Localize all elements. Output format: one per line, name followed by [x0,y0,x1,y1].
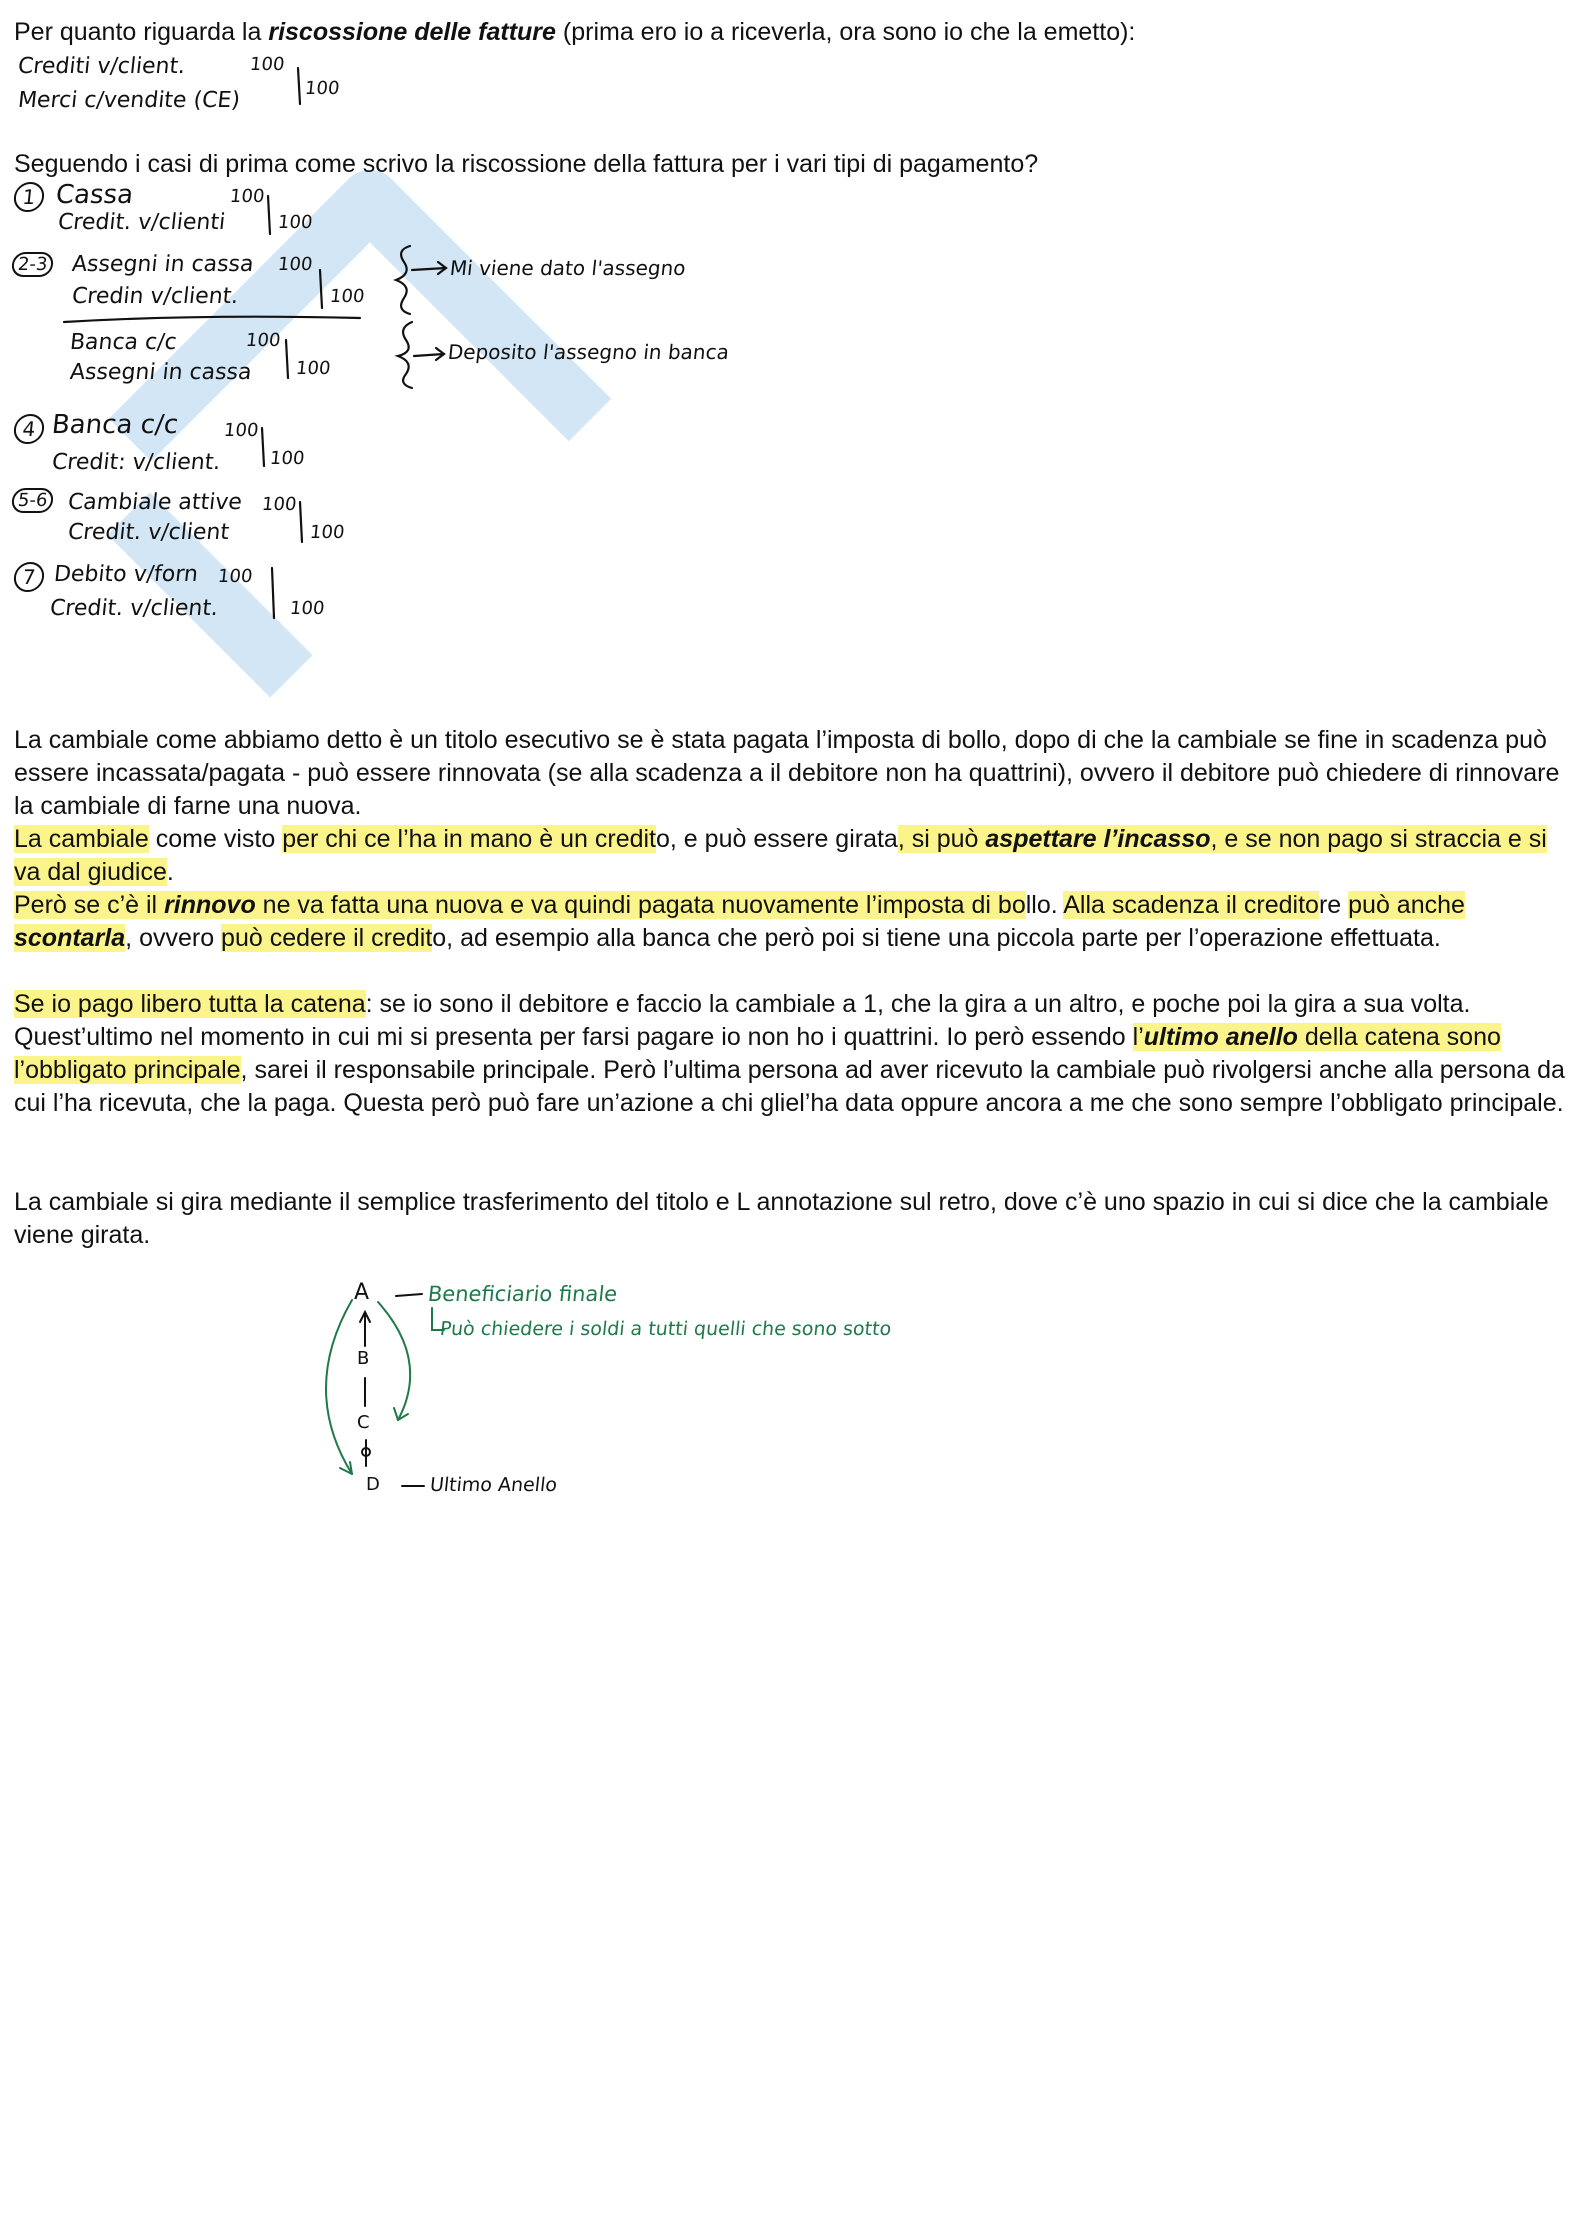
chain-note-beneficiary: Beneficiario finale [426,1282,619,1306]
case-debit: 100 [276,254,314,275]
case-line2: Credin v/client. [70,284,240,309]
case-line1: Cassa [54,180,135,210]
case-debit: 100 [244,330,282,351]
chain-node-a: A [354,1280,370,1305]
paragraph-3: Però se c’è il rinnovo ne va fatta una nuova e va quindi pagata nuovamente l’imposta di bollo. Alla scadenza il creditore può anche scontarla, ovvero può cedere il credito, ad esempio alla banca che però poi si tiene una piccola parte per l’operazione effettuata. [14,891,1465,952]
paragraph-4: Se io pago libero tutta la catena: se io sono il debitore e faccio la cambiale a 1, che la gira a un altro, e poche poi la gira a sua volta. Quest’ultimo nel momento in cui mi si presenta per farsi pagare io non ho i quattrini. Io però essendo l’ultimo anello della catena sono l’obbligato principale, sarei il responsabile principale. Però l’ultima persona ad aver ricevuto la cambiale può rivolgersi anche alla persona da cui l’ha ricevuta, che la paga. Questa però può fare un’azione a chi gliel’ha data oppure ancora a me che sono sempre l’obbligato principale. [14,990,1565,1117]
case-line1: Cambiale attive [66,490,244,515]
entry0-credit: 100 [303,78,341,99]
case-note: Deposito l'assegno in banca [446,340,731,364]
intro-line: Per quanto riguarda la riscossione delle fatture (prima ero io a riceverla, ora sono io che la emetto): [14,18,1136,46]
case-debit: 100 [228,186,266,207]
case-credit: 100 [268,448,306,469]
chain-note-last-ring: Ultimo Anello [428,1474,559,1496]
case-debit: 100 [222,420,260,441]
case-line1: Assegni in cassa [70,252,255,277]
case-credit: 100 [328,286,366,307]
case-number: 4 [12,414,45,444]
case-line2: Credit. v/client [66,520,231,545]
case-debit: 100 [260,494,298,515]
case-credit: 100 [276,212,314,233]
case-line1: Debito v/forn [52,562,200,587]
case-line2: Credit. v/clienti [56,210,227,235]
case-line1: Banca c/c [68,330,179,355]
case-line2: Assegni in cassa [68,360,253,385]
entry0-debit: 100 [248,54,286,75]
case-credit: 100 [288,598,326,619]
case-line2: Credit. v/client. [48,596,220,621]
case-line2: Credit: v/client. [50,450,222,475]
chain-note-can-ask: Può chiedere i soldi a tutti quelli che sono sotto [438,1318,893,1340]
entry0-line2: Merci c/vendite (CE) [16,88,242,113]
paragraph-2: La cambiale come visto per chi ce l’ha in mano è un credito, e può essere girata, si può aspettare l’incasso, e se non pago si straccia e si va dal giudice. [14,825,1547,886]
case-debit: 100 [216,566,254,587]
chain-node-b: B [357,1348,370,1369]
case-number: 5-6 [11,488,55,513]
question-line: Seguendo i casi di prima come scrivo la riscossione della fattura per i vari tipi di pagamento? [14,150,1039,178]
paragraph-1: La cambiale come abbiamo detto è un titolo esecutivo se è stata pagata l’imposta di bollo, dopo di che la cambiale se fine in scadenza può essere incassata/pagata - può essere rinnovata (se alla scadenza a il debitore non ha quattrini), ovvero il debitore può chiedere di rinnovare la cambiale di farne una nuova. [14,726,1560,820]
case-note: Mi viene dato l'assegno [448,256,687,280]
case-number: 2-3 [11,252,55,277]
paragraph-5: La cambiale si gira mediante il semplice trasferimento del titolo e L annotazione sul retro, dove c’è uno spazio in cui si dice che la cambiale viene girata. [14,1188,1549,1249]
handwriting-strokes [0,0,1579,700]
chain-node-c: C [357,1412,370,1433]
case-credit: 100 [308,522,346,543]
case-credit: 100 [294,358,332,379]
case-line1: Banca c/c [50,410,180,440]
entry0-line1: Crediti v/client. [16,54,187,79]
case-number: 7 [12,562,45,592]
chain-node-d: D [366,1474,380,1495]
case-number: 1 [12,182,45,212]
